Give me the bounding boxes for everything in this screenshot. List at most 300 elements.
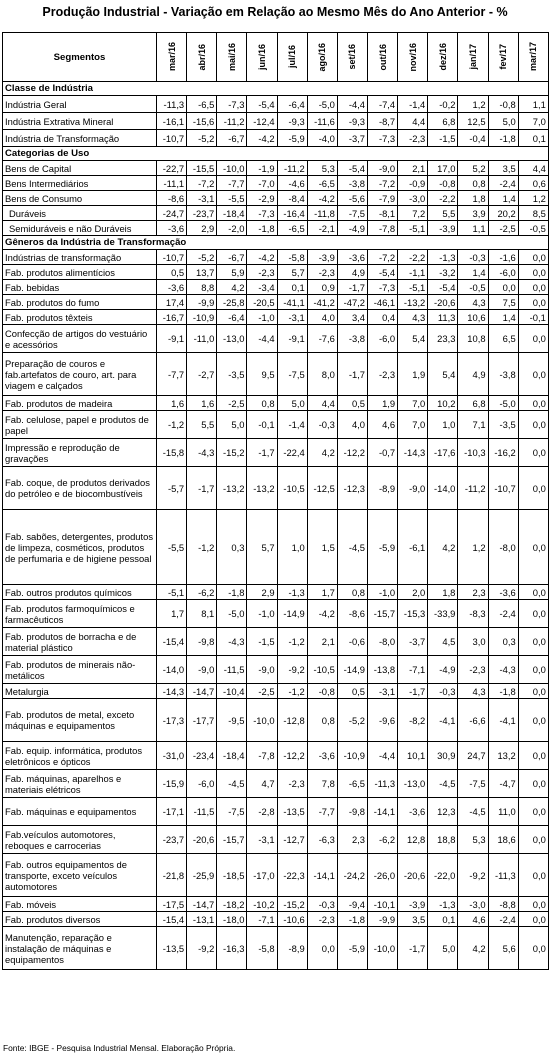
table-row: [3, 250, 549, 265]
value-cell: -20,6: [428, 295, 458, 310]
value-cell: -9,9: [187, 295, 217, 310]
value-cell: -24,7: [157, 206, 187, 221]
value-cell: 0,0: [488, 280, 518, 295]
value-cell: 0,0: [307, 927, 337, 970]
segment-label: Confecção de artigos do vestuário e acessórios: [3, 325, 157, 353]
month-label: jun/16: [256, 43, 267, 70]
value-cell: -1,6: [488, 250, 518, 265]
value-cell: -13,0: [398, 770, 428, 798]
value-cell: -4,2: [307, 191, 337, 206]
value-cell: -7,3: [217, 96, 247, 113]
segment-label: Fab. celulose, papel e produtos de papel: [3, 411, 157, 439]
value-cell: 0,0: [518, 656, 548, 684]
value-cell: 0,3: [488, 628, 518, 656]
segment-label: Fab. produtos diversos: [3, 912, 157, 927]
value-cell: 1,1: [518, 96, 548, 113]
value-cell: -6,5: [337, 770, 367, 798]
value-cell: 7,2: [398, 206, 428, 221]
value-cell: -3,4: [247, 280, 277, 295]
value-cell: -0,6: [337, 628, 367, 656]
table-row: [3, 113, 549, 130]
value-cell: -5,1: [398, 280, 428, 295]
value-cell: -7,6: [307, 325, 337, 353]
value-cell: -7,7: [217, 176, 247, 191]
value-cell: -12,4: [247, 113, 277, 130]
value-cell: -18,5: [217, 854, 247, 897]
value-cell: 0,0: [518, 912, 548, 927]
value-cell: -8,9: [367, 467, 397, 510]
value-cell: 3,4: [337, 310, 367, 325]
value-cell: -16,1: [157, 113, 187, 130]
value-cell: -13,1: [187, 912, 217, 927]
value-cell: -1,9: [247, 161, 277, 176]
value-cell: 7,0: [398, 411, 428, 439]
value-cell: 0,0: [518, 467, 548, 510]
value-cell: -9,3: [277, 113, 307, 130]
value-cell: -13,0: [217, 325, 247, 353]
value-cell: 1,9: [398, 353, 428, 396]
value-cell: 0,1: [518, 130, 548, 147]
value-cell: 5,3: [458, 826, 488, 854]
value-cell: 4,0: [337, 411, 367, 439]
value-cell: -5,5: [217, 191, 247, 206]
value-cell: 4,6: [367, 411, 397, 439]
value-cell: -2,4: [488, 176, 518, 191]
value-cell: -0,8: [307, 684, 337, 699]
value-cell: -6,5: [277, 221, 307, 236]
value-cell: -5,1: [398, 221, 428, 236]
value-cell: -12,5: [307, 467, 337, 510]
value-cell: -1,2: [277, 628, 307, 656]
month-header: [518, 33, 548, 82]
value-cell: -6,0: [488, 265, 518, 280]
value-cell: -1,4: [277, 411, 307, 439]
value-cell: 0,0: [518, 854, 548, 897]
data-table: [2, 32, 549, 970]
value-cell: -5,2: [187, 130, 217, 147]
value-cell: 1,2: [518, 191, 548, 206]
value-cell: -4,5: [458, 798, 488, 826]
value-cell: -8,3: [458, 600, 488, 628]
month-header: [187, 33, 217, 82]
value-cell: -3,1: [277, 310, 307, 325]
value-cell: -5,0: [307, 96, 337, 113]
value-cell: 1,8: [428, 585, 458, 600]
value-cell: -14,9: [337, 656, 367, 684]
value-cell: -14,1: [367, 798, 397, 826]
value-cell: -17,0: [247, 854, 277, 897]
value-cell: -9,0: [367, 161, 397, 176]
table-row: [3, 265, 549, 280]
value-cell: 5,3: [307, 161, 337, 176]
value-cell: -4,2: [247, 130, 277, 147]
value-cell: -2,1: [307, 221, 337, 236]
value-cell: -8,2: [398, 699, 428, 742]
value-cell: -12,8: [277, 699, 307, 742]
segment-label: Fab. produtos de minerais não-metálicos: [3, 656, 157, 684]
value-cell: -1,2: [157, 411, 187, 439]
segment-label: Preparação de couros e fab.artefatos de couro, art. para viagem e calçados: [3, 353, 157, 396]
value-cell: -10,9: [337, 742, 367, 770]
value-cell: -1,8: [217, 585, 247, 600]
value-cell: -6,4: [277, 96, 307, 113]
value-cell: -24,2: [337, 854, 367, 897]
value-cell: -8,8: [488, 897, 518, 912]
table-row: [3, 510, 549, 585]
value-cell: 12,8: [398, 826, 428, 854]
value-cell: -5,9: [277, 130, 307, 147]
month-label: set/16: [347, 44, 358, 70]
value-cell: 0,1: [277, 280, 307, 295]
value-cell: -2,4: [488, 600, 518, 628]
value-cell: -9,3: [337, 113, 367, 130]
value-cell: 8,1: [187, 600, 217, 628]
value-cell: 5,6: [488, 927, 518, 970]
month-header: [157, 33, 187, 82]
value-cell: -1,5: [247, 628, 277, 656]
month-label: mar/16: [166, 42, 177, 72]
value-cell: -15,8: [157, 439, 187, 467]
value-cell: -11,3: [157, 96, 187, 113]
value-cell: 0,0: [518, 510, 548, 585]
value-cell: 0,0: [518, 798, 548, 826]
value-cell: -7,0: [247, 176, 277, 191]
value-cell: -41,1: [277, 295, 307, 310]
value-cell: 4,6: [458, 912, 488, 927]
value-cell: -17,1: [157, 798, 187, 826]
value-cell: -0,8: [488, 96, 518, 113]
value-cell: 0,9: [307, 280, 337, 295]
value-cell: -1,2: [277, 684, 307, 699]
value-cell: -23,4: [187, 742, 217, 770]
value-cell: -0,1: [247, 411, 277, 439]
value-cell: -8,9: [277, 927, 307, 970]
value-cell: -15,2: [277, 897, 307, 912]
value-cell: 20,2: [488, 206, 518, 221]
value-cell: 5,0: [428, 927, 458, 970]
value-cell: 1,6: [187, 396, 217, 411]
value-cell: -6,0: [367, 325, 397, 353]
value-cell: -47,2: [337, 295, 367, 310]
value-cell: -5,2: [187, 250, 217, 265]
value-cell: -14,9: [277, 600, 307, 628]
value-cell: -10,3: [458, 439, 488, 467]
table-row: [3, 927, 549, 970]
value-cell: 13,7: [187, 265, 217, 280]
table-row: [3, 325, 549, 353]
value-cell: 17,0: [428, 161, 458, 176]
value-cell: 4,2: [307, 439, 337, 467]
value-cell: 7,0: [398, 396, 428, 411]
value-cell: -0,4: [458, 130, 488, 147]
value-cell: -9,5: [217, 699, 247, 742]
value-cell: -0,5: [518, 221, 548, 236]
value-cell: -10,0: [367, 927, 397, 970]
value-cell: -23,7: [187, 206, 217, 221]
value-cell: 30,9: [428, 742, 458, 770]
table-row: [3, 439, 549, 467]
table-row: [3, 467, 549, 510]
value-cell: -18,2: [217, 897, 247, 912]
value-cell: -7,1: [247, 912, 277, 927]
segment-label: Fab. produtos têxteis: [3, 310, 157, 325]
value-cell: -3,6: [488, 585, 518, 600]
value-cell: 4,2: [428, 510, 458, 585]
value-cell: -0,2: [428, 96, 458, 113]
table-row: [3, 396, 549, 411]
segment-label: Duráveis: [3, 206, 157, 221]
value-cell: 2,1: [307, 628, 337, 656]
value-cell: 10,1: [398, 742, 428, 770]
month-label: fev/17: [498, 44, 509, 70]
value-cell: -10,7: [157, 250, 187, 265]
table-row: [3, 826, 549, 854]
value-cell: 5,4: [428, 353, 458, 396]
value-cell: 2,3: [458, 585, 488, 600]
value-cell: -1,4: [398, 96, 428, 113]
value-cell: -6,0: [187, 770, 217, 798]
segment-label: Fab. móveis: [3, 897, 157, 912]
value-cell: -3,1: [187, 191, 217, 206]
value-cell: -15,7: [367, 600, 397, 628]
value-cell: -7,2: [367, 176, 397, 191]
value-cell: 0,0: [518, 742, 548, 770]
value-cell: -3,6: [337, 250, 367, 265]
segment-label: Impressão e reprodução de gravações: [3, 439, 157, 467]
value-cell: -3,0: [458, 897, 488, 912]
value-cell: -2,0: [217, 221, 247, 236]
month-header: [367, 33, 397, 82]
value-cell: 24,7: [458, 742, 488, 770]
value-cell: -10,1: [367, 897, 397, 912]
value-cell: 3,0: [458, 628, 488, 656]
value-cell: -6,3: [307, 826, 337, 854]
source-note: Fonte: IBGE - Pesquisa Industrial Mensal. Elaboração Própria.: [3, 1043, 236, 1053]
value-cell: -3,1: [247, 826, 277, 854]
value-cell: -2,3: [307, 912, 337, 927]
value-cell: -15,9: [157, 770, 187, 798]
value-cell: -22,0: [428, 854, 458, 897]
value-cell: 0,5: [157, 265, 187, 280]
value-cell: -13,2: [247, 467, 277, 510]
value-cell: -5,4: [337, 161, 367, 176]
value-cell: -2,5: [247, 684, 277, 699]
value-cell: -7,5: [277, 353, 307, 396]
value-cell: 18,6: [488, 826, 518, 854]
value-cell: -2,3: [367, 353, 397, 396]
value-cell: -2,7: [187, 353, 217, 396]
value-cell: -18,4: [217, 206, 247, 221]
value-cell: -5,8: [247, 927, 277, 970]
value-cell: -13,5: [277, 798, 307, 826]
segment-label: Fab. produtos de madeira: [3, 396, 157, 411]
value-cell: 3,5: [398, 912, 428, 927]
value-cell: -0,3: [307, 897, 337, 912]
value-cell: -4,7: [488, 770, 518, 798]
section-title: Classe de Indústria: [3, 82, 549, 96]
value-cell: -11,2: [217, 113, 247, 130]
value-cell: -0,8: [428, 176, 458, 191]
value-cell: -7,7: [307, 798, 337, 826]
value-cell: 4,2: [458, 927, 488, 970]
value-cell: -1,3: [277, 585, 307, 600]
value-cell: -9,1: [157, 325, 187, 353]
value-cell: 5,0: [488, 113, 518, 130]
value-cell: -3,7: [398, 628, 428, 656]
value-cell: 5,2: [458, 161, 488, 176]
value-cell: -7,2: [187, 176, 217, 191]
value-cell: 1,1: [458, 221, 488, 236]
value-cell: -7,2: [367, 250, 397, 265]
segment-label: Indústrias de transformação: [3, 250, 157, 265]
value-cell: 11,3: [428, 310, 458, 325]
month-header: [398, 33, 428, 82]
value-cell: -6,5: [187, 96, 217, 113]
month-label: nov/16: [407, 42, 418, 72]
value-cell: -7,8: [367, 221, 397, 236]
value-cell: -4,2: [307, 600, 337, 628]
value-cell: 1,0: [277, 510, 307, 585]
value-cell: -8,6: [337, 600, 367, 628]
value-cell: -9,0: [247, 656, 277, 684]
value-cell: -22,4: [277, 439, 307, 467]
value-cell: -5,4: [247, 96, 277, 113]
value-cell: 10,2: [428, 396, 458, 411]
value-cell: 0,8: [307, 699, 337, 742]
value-cell: -0,3: [458, 250, 488, 265]
value-cell: -13,2: [217, 467, 247, 510]
value-cell: -15,5: [187, 161, 217, 176]
value-cell: -5,6: [337, 191, 367, 206]
table-row: [3, 176, 549, 191]
value-cell: -3,8: [337, 176, 367, 191]
value-cell: -11,5: [187, 798, 217, 826]
value-cell: -11,2: [277, 161, 307, 176]
value-cell: -14,0: [157, 656, 187, 684]
value-cell: -4,1: [428, 699, 458, 742]
value-cell: -2,3: [277, 770, 307, 798]
value-cell: 17,4: [157, 295, 187, 310]
table-row: [3, 600, 549, 628]
value-cell: -4,6: [277, 176, 307, 191]
value-cell: -13,5: [157, 927, 187, 970]
value-cell: -4,0: [307, 130, 337, 147]
value-cell: -5,9: [337, 927, 367, 970]
value-cell: -5,9: [367, 510, 397, 585]
value-cell: 2,1: [398, 161, 428, 176]
table-row: [3, 656, 549, 684]
value-cell: -4,4: [367, 742, 397, 770]
value-cell: -3,8: [337, 325, 367, 353]
value-cell: -9,9: [367, 912, 397, 927]
value-cell: -10,6: [277, 912, 307, 927]
value-cell: -7,7: [157, 353, 187, 396]
value-cell: -3,7: [337, 130, 367, 147]
table-row: [3, 585, 549, 600]
value-cell: -5,8: [277, 250, 307, 265]
value-cell: -3,5: [488, 411, 518, 439]
value-cell: -1,8: [488, 684, 518, 699]
value-cell: -46,1: [367, 295, 397, 310]
value-cell: 0,0: [518, 585, 548, 600]
value-cell: 0,0: [518, 699, 548, 742]
value-cell: 0,0: [518, 826, 548, 854]
value-cell: -4,4: [247, 325, 277, 353]
table-row: [3, 353, 549, 396]
value-cell: 6,8: [428, 113, 458, 130]
value-cell: -7,9: [367, 191, 397, 206]
value-cell: -2,2: [428, 191, 458, 206]
value-cell: -6,6: [458, 699, 488, 742]
value-cell: -6,2: [187, 585, 217, 600]
segment-label: Fab. produtos do fumo: [3, 295, 157, 310]
value-cell: -10,4: [217, 684, 247, 699]
value-cell: -1,1: [398, 265, 428, 280]
value-cell: 5,9: [217, 265, 247, 280]
value-cell: -4,5: [337, 510, 367, 585]
value-cell: -9,2: [277, 656, 307, 684]
value-cell: -12,2: [337, 439, 367, 467]
table-row: [3, 770, 549, 798]
segment-label: Fab. sabões, detergentes, produtos de limpeza, cosméticos, produtos de perfumaria e de higiene pessoal: [3, 510, 157, 585]
segment-label: Manutenção, reparação e instalação de máquinas e equipamentos: [3, 927, 157, 970]
value-cell: 0,0: [518, 600, 548, 628]
value-cell: -25,9: [187, 854, 217, 897]
value-cell: 0,0: [518, 897, 548, 912]
value-cell: -3,1: [367, 684, 397, 699]
value-cell: -10,7: [488, 467, 518, 510]
value-cell: -5,7: [157, 467, 187, 510]
value-cell: -10,7: [157, 130, 187, 147]
segment-label: Fab. produtos de metal, exceto máquinas e equipamentos: [3, 699, 157, 742]
value-cell: 4,4: [518, 161, 548, 176]
value-cell: -9,0: [187, 656, 217, 684]
value-cell: -4,3: [488, 656, 518, 684]
value-cell: -5,0: [217, 600, 247, 628]
month-label: abr/16: [196, 43, 207, 71]
section-title: Categorias de Uso: [3, 147, 549, 161]
value-cell: -7,3: [367, 130, 397, 147]
value-cell: 18,8: [428, 826, 458, 854]
value-cell: 4,4: [398, 113, 428, 130]
value-cell: -9,0: [398, 467, 428, 510]
value-cell: -2,3: [247, 265, 277, 280]
value-cell: -4,3: [187, 439, 217, 467]
value-cell: 7,1: [458, 411, 488, 439]
value-cell: -8,7: [367, 113, 397, 130]
value-cell: -9,8: [187, 628, 217, 656]
value-cell: -1,3: [428, 897, 458, 912]
value-cell: -8,4: [277, 191, 307, 206]
value-cell: 0,0: [518, 770, 548, 798]
segment-label: Fab. outros produtos químicos: [3, 585, 157, 600]
value-cell: -1,7: [337, 280, 367, 295]
value-cell: 3,9: [458, 206, 488, 221]
value-cell: 4,3: [398, 310, 428, 325]
value-cell: -1,3: [428, 250, 458, 265]
month-label: mar/17: [528, 42, 539, 72]
value-cell: -5,2: [337, 699, 367, 742]
value-cell: -3,2: [428, 265, 458, 280]
segment-label: Fab. produtos de borracha e de material plástico: [3, 628, 157, 656]
value-cell: -5,4: [367, 265, 397, 280]
month-label: jul/16: [287, 45, 298, 69]
value-cell: 5,0: [277, 396, 307, 411]
value-cell: -14,7: [187, 684, 217, 699]
value-cell: -15,6: [187, 113, 217, 130]
value-cell: 0,0: [518, 927, 548, 970]
table-row: [3, 684, 549, 699]
